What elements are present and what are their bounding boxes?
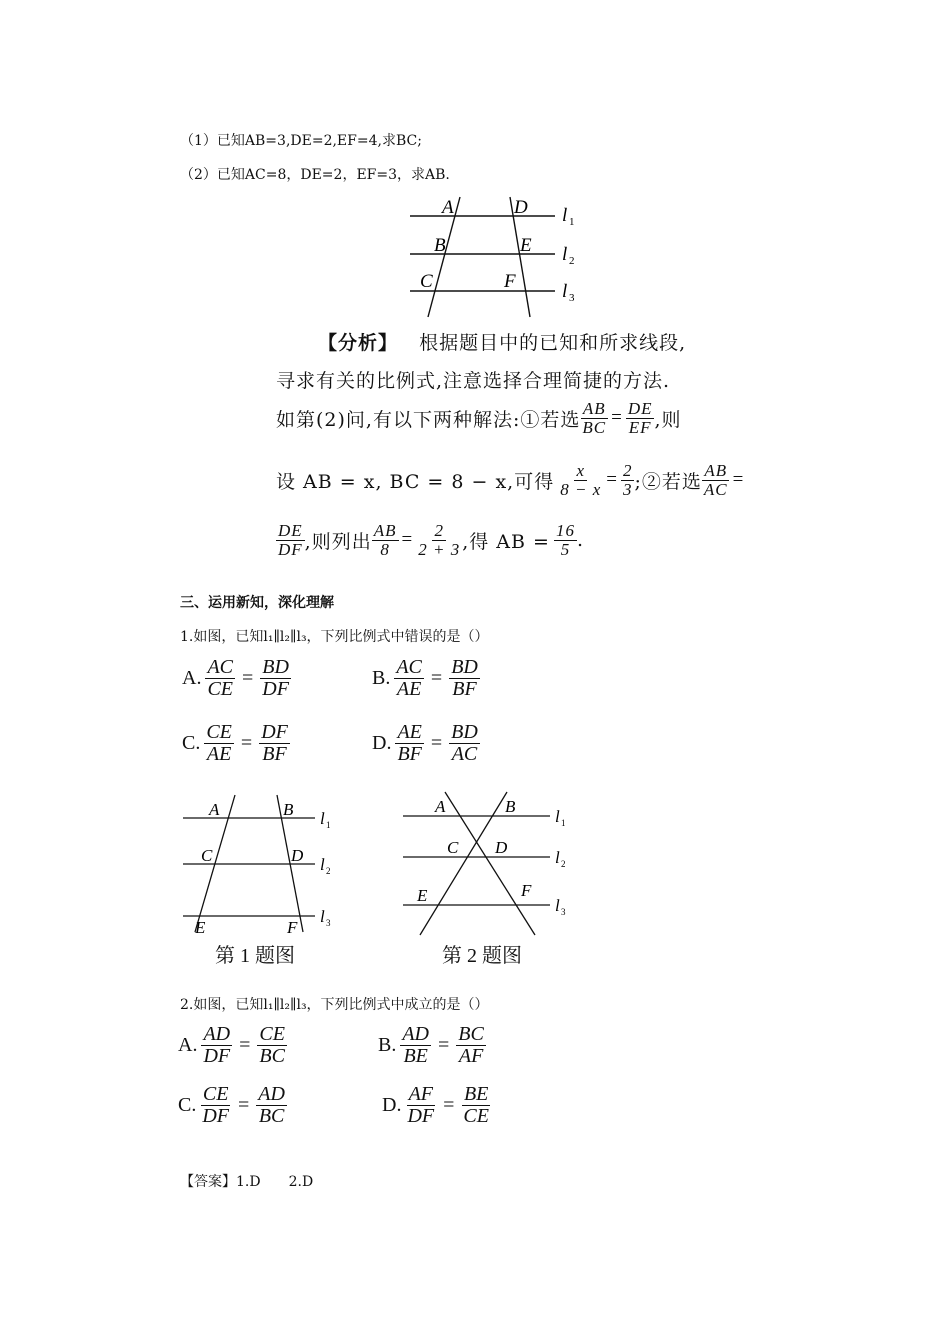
svg-text:B: B [505, 797, 516, 816]
point-C: C [420, 271, 433, 292]
label-l2: l [562, 244, 568, 265]
analysis-line-3: 如第(2)问,有以下两种解法:①若选 $\frac{AB}{BC}$ = $\frac{DE}{EF}$ ,则 [276, 399, 682, 437]
svg-text:A: A [209, 800, 220, 819]
figure-2-caption: 第 2 题图 [442, 945, 522, 967]
point-D: D [514, 197, 528, 218]
svg-text:l: l [320, 809, 325, 828]
figure-1 [175, 790, 350, 940]
svg-text:2: 2 [561, 859, 566, 869]
problem-part-2: （2）已知AC=8，DE=2，EF=3，求AB. [180, 167, 450, 183]
point-B: B [434, 235, 446, 256]
point-A: A [442, 197, 454, 218]
svg-text:C: C [201, 846, 213, 865]
question-2-text: 2.如图，已知l₁∥l₂∥l₃，下列比例式中成立的是（） [180, 997, 489, 1013]
svg-text:l: l [320, 907, 325, 926]
analysis-line-1: 【分析】 根据题目中的已知和所求线段, [318, 332, 687, 354]
question-1-text: 1.如图，已知l₁∥l₂∥l₃，下列比例式中错误的是（） [180, 629, 489, 645]
analysis-tag: 【分析】 [318, 332, 399, 354]
section-heading: 三、运用新知，深化理解 [180, 595, 334, 611]
q1-option-b: B. $\frac{AC}{AE}$ = $\frac{BD}{BF}$ [372, 656, 478, 700]
figure-1-caption: 第 1 题图 [215, 945, 295, 967]
q1-option-a: A. $\frac{AC}{CE}$ = $\frac{BD}{DF}$ [182, 656, 289, 700]
analysis-line-4: 设 AB = x, BC = 8 − x,可得 $\frac{x}{8 - x}$ = $\frac{2}{3}$ ;②若选 $\frac{AB}{AC}$ = [276, 461, 745, 499]
svg-text:D: D [291, 846, 304, 865]
svg-text:3: 3 [569, 292, 575, 304]
svg-text:2: 2 [569, 255, 575, 267]
svg-text:B: B [283, 800, 294, 819]
label-l3: l [562, 281, 568, 302]
analysis-line-2: 寻求有关的比例式,注意选择合理简捷的方法. [276, 370, 671, 392]
svg-text:l: l [555, 848, 560, 867]
q2-option-d: D. $\frac{AF}{DF}$ = $\frac{BE}{CE}$ [382, 1083, 489, 1127]
parallel-lines-figure-top [400, 195, 590, 320]
label-l1: l [562, 205, 568, 226]
svg-text:A: A [435, 797, 446, 816]
q1-option-d: D. $\frac{AE}{BF}$ = $\frac{BD}{AC}$ [372, 721, 478, 765]
figure-2 [395, 790, 575, 940]
svg-text:1: 1 [326, 820, 331, 830]
svg-text:l: l [320, 855, 325, 874]
svg-text:l: l [555, 807, 560, 826]
analysis-line-5: $\frac{DE}{DF}$ ,则列出 $\frac{AB}{8}$ = $\frac{2}{2 + 3}$ ,得 AB = $\frac{16}{5}$ . [278, 521, 584, 559]
svg-text:l: l [555, 896, 560, 915]
q2-option-b: B. $\frac{AD}{BE}$ = $\frac{BC}{AF}$ [378, 1023, 484, 1067]
svg-text:3: 3 [326, 918, 331, 928]
svg-text:2: 2 [326, 866, 331, 876]
svg-text:1: 1 [569, 216, 575, 228]
answer-line [180, 1171, 313, 1191]
answer-tag: 【答案】 [180, 1174, 236, 1190]
svg-text:F: F [521, 881, 532, 900]
point-F: F [504, 271, 516, 292]
point-E: E [520, 235, 532, 256]
q2-option-c: C. $\frac{CE}{DF}$ = $\frac{AD}{BC}$ [178, 1083, 285, 1127]
svg-text:F: F [287, 918, 298, 937]
svg-text:E: E [195, 918, 206, 937]
problem-part-1: （1）已知AB=3,DE=2,EF=4,求BC; [180, 133, 422, 149]
q1-option-c: C. $\frac{CE}{AE}$ = $\frac{DF}{BF}$ [182, 721, 288, 765]
svg-text:D: D [495, 838, 508, 857]
q2-option-a: A. $\frac{AD}{DF}$ = $\frac{CE}{BC}$ [178, 1023, 285, 1067]
svg-text:1: 1 [561, 818, 566, 828]
svg-text:3: 3 [561, 907, 566, 917]
answer-text: 1.D 2.D [236, 1174, 314, 1190]
svg-text:C: C [447, 838, 459, 857]
svg-text:E: E [417, 886, 428, 905]
